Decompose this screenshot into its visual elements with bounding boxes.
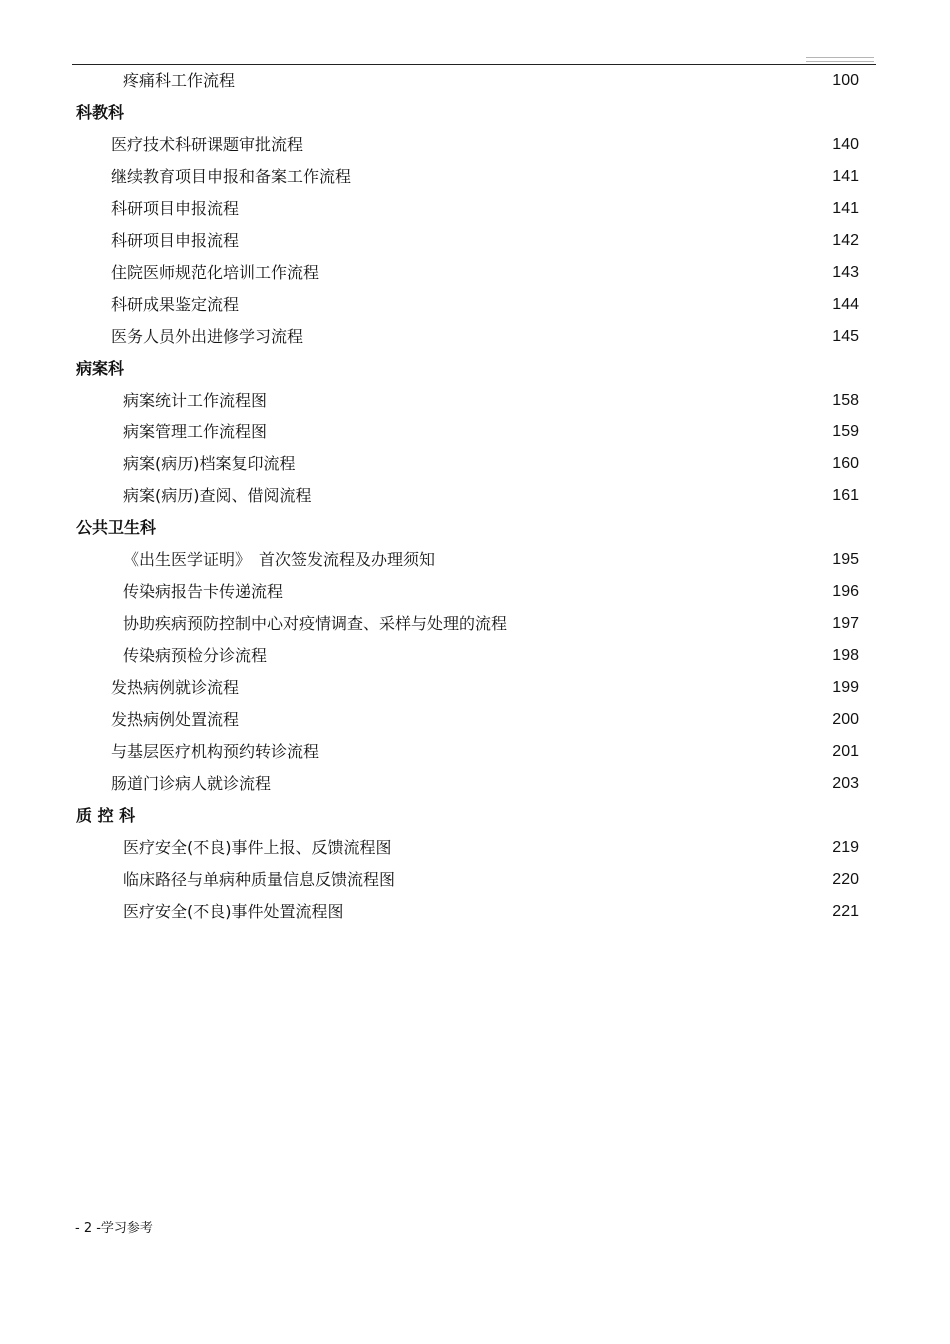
toc-entry-page-number: 141 (832, 167, 859, 185)
toc-entry-title: 临床路径与单病种质量信息反馈流程图 (123, 869, 396, 889)
toc-entry-title: 科研项目申报流程 (111, 230, 240, 250)
toc-entry-title: 传染病报告卡传递流程 (123, 582, 284, 602)
toc-entry[interactable] (123, 545, 859, 575)
toc-entry-title: 科研项目申报流程 (111, 198, 240, 218)
section-heading-title: 病案科 (76, 358, 125, 378)
toc-entry-title: 医疗技术科研课题审批流程 (111, 134, 304, 154)
dot-leader (321, 737, 830, 767)
toc-entry[interactable] (123, 417, 859, 447)
toc-entry-page-number: 161 (832, 487, 859, 505)
dot-leader (241, 673, 830, 703)
dot-leader (241, 705, 830, 735)
toc-entry[interactable] (123, 386, 859, 416)
toc-entry[interactable] (123, 577, 859, 607)
toc-entry-title: 住院医师规范化培训工作流程 (111, 262, 320, 282)
toc-entry-page-number: 195 (832, 551, 859, 569)
toc-entry-page-number: 159 (832, 423, 859, 441)
toc-entry-title: 医务人员外出进修学习流程 (111, 326, 304, 346)
toc-entry-page-number: 196 (832, 583, 859, 601)
toc-entry-page-number: 158 (832, 391, 859, 409)
toc-entry-page-number: 144 (832, 295, 859, 313)
toc-entry-title: 病案(病历)档案复印流程 (123, 454, 296, 474)
dot-leader (353, 162, 830, 192)
dot-leader (305, 322, 830, 352)
dot-leader (509, 609, 830, 639)
toc-entry[interactable] (111, 705, 859, 735)
section-heading-title: 科教科 (76, 102, 125, 122)
toc-entry-title: 发热病例处置流程 (111, 710, 240, 729)
toc-entry-title: 病案管理工作流程图 (123, 422, 268, 442)
toc-entry-title: 病案(病历)查阅、借阅流程 (123, 486, 312, 506)
dot-leader (241, 290, 830, 320)
toc-entry-page-number: 199 (832, 679, 859, 697)
section-heading (76, 513, 156, 543)
dot-leader (298, 449, 831, 479)
section-heading (76, 98, 124, 128)
dot-leader (269, 386, 830, 416)
toc-entry-title: 病案统计工作流程图 (123, 390, 268, 410)
dot-leader (241, 194, 830, 224)
toc-entry-page-number: 160 (832, 455, 859, 473)
dot-leader (437, 545, 830, 575)
dot-leader (314, 481, 831, 511)
toc-entry[interactable] (111, 226, 859, 256)
dot-leader (237, 66, 830, 96)
dot-leader (394, 833, 831, 863)
dot-leader (397, 865, 830, 895)
toc-entry-title: 科研成果鉴定流程 (111, 294, 240, 314)
toc-entry[interactable] (123, 865, 859, 895)
toc-entry-page-number: 198 (832, 647, 859, 665)
toc-entry[interactable] (123, 833, 859, 863)
section-heading (76, 801, 135, 831)
toc-entry[interactable] (111, 673, 859, 703)
toc-entry-page-number: 141 (832, 199, 859, 217)
toc-entry-title: 传染病预检分诊流程 (123, 646, 268, 666)
dot-leader (305, 130, 830, 160)
toc-entry-page-number: 142 (832, 231, 859, 249)
toc-entry-title: 医疗安全(不良)事件处置流程图 (123, 901, 344, 921)
dot-leader (269, 417, 830, 447)
dot-leader (321, 258, 830, 288)
toc-entry-page-number: 220 (832, 870, 859, 888)
toc-entry-page-number: 201 (832, 742, 859, 760)
section-heading (76, 354, 124, 384)
page-footer: - 2 -学习参考 (75, 1221, 153, 1236)
toc-entry-page-number: 140 (832, 135, 859, 153)
toc-entry-page-number: 203 (832, 774, 859, 792)
toc-entry-page-number: 200 (832, 711, 859, 728)
toc-entry[interactable] (123, 897, 859, 927)
toc-entry[interactable] (111, 737, 859, 767)
dot-leader (269, 641, 830, 671)
header-decoration (806, 61, 874, 62)
section-heading-title: 质 控 科 (76, 805, 136, 825)
toc-entry-page-number: 100 (832, 72, 859, 89)
toc-entry-page-number: 221 (832, 902, 859, 920)
header-rule (72, 64, 876, 65)
section-heading-title: 公共卫生科 (76, 518, 157, 538)
toc-entry[interactable] (111, 258, 859, 288)
toc-entry-page-number: 145 (832, 327, 859, 345)
toc-entry-title: 《出生医学证明》 首次签发流程及办理须知 (123, 550, 436, 570)
toc-entry-page-number: 219 (832, 838, 859, 856)
toc-entry-title: 继续教育项目申报和备案工作流程 (111, 166, 352, 186)
dot-leader (346, 897, 831, 927)
header-decoration (806, 57, 874, 58)
toc-entry[interactable] (111, 322, 859, 352)
toc-entry-page-number: 197 (832, 615, 859, 633)
toc-entry-title: 肠道门诊病人就诊流程 (111, 773, 272, 793)
dot-leader (273, 769, 830, 799)
dot-leader (241, 226, 830, 256)
toc-entry[interactable] (123, 481, 859, 511)
dot-leader (285, 577, 830, 607)
toc-entry[interactable] (111, 769, 859, 799)
toc-entry[interactable] (111, 290, 859, 320)
toc-entry[interactable] (111, 194, 859, 224)
toc-entry-title: 疼痛科工作流程 (123, 71, 236, 90)
toc-entry[interactable] (123, 66, 859, 96)
toc-entry[interactable] (123, 449, 859, 479)
toc-entry-page-number: 143 (832, 263, 859, 281)
toc-entry[interactable] (123, 641, 859, 671)
toc-entry-title: 协助疾病预防控制中心对疫情调查、采样与处理的流程 (123, 614, 508, 634)
toc-entry[interactable] (111, 130, 859, 160)
toc-entry-title: 医疗安全(不良)事件上报、反馈流程图 (123, 837, 392, 857)
toc-entry-title: 与基层医疗机构预约转诊流程 (111, 741, 320, 761)
toc-entry[interactable] (123, 609, 859, 639)
toc-entry[interactable] (111, 162, 859, 192)
toc-entry-title: 发热病例就诊流程 (111, 678, 240, 698)
